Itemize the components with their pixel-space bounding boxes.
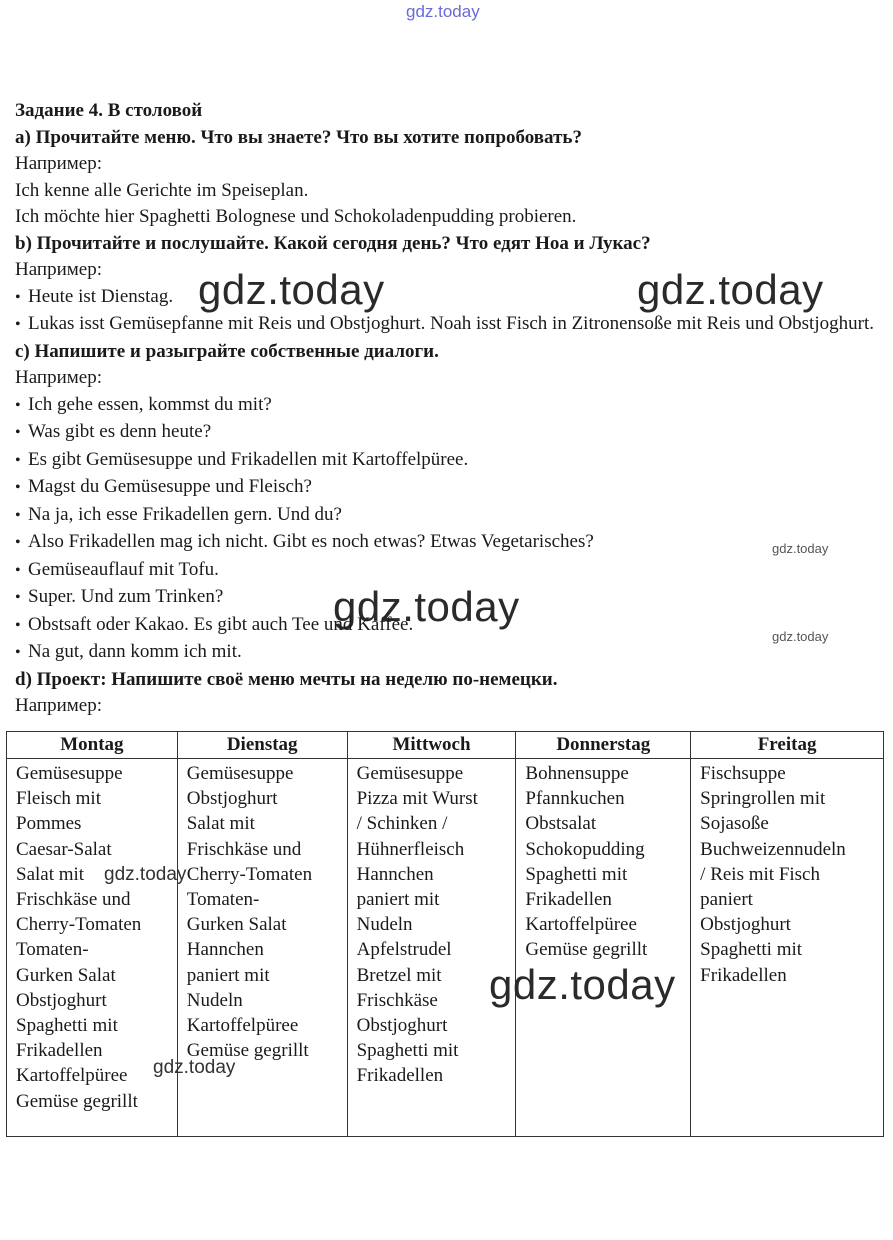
dish-item: Gurken Salat (16, 964, 116, 986)
dish-item: Pfannkuchen (525, 788, 625, 810)
dish-item: / Schinken / (356, 813, 448, 835)
watermark-mid: gdz.today (104, 864, 187, 885)
dish-item: Springrollen mit (700, 788, 826, 810)
dish-item: Buchweizennudeln (700, 838, 846, 860)
dialog-line: • Gemüseauflauf mit Tofu. (15, 557, 885, 585)
section-b-bullet: • Lukas isst Gemüsepfanne mit Reis und Obstjoghurt. Noah isst Fisch in Zitronensoße mit Reis und Obstjoghurt. (15, 311, 881, 339)
example-label: Например: (15, 367, 102, 388)
weekly-menu-table (6, 731, 884, 1137)
example-label: Например: (15, 153, 102, 174)
dish-item: / Reis mit Fisch (700, 863, 820, 885)
watermark-top: gdz.today (406, 2, 480, 21)
dish-item: Fischsuppe (700, 763, 786, 784)
dish-item: Kartoffelpüree (186, 1015, 299, 1037)
menu-cell-dienstag (177, 759, 347, 1137)
dish-item: Cherry-Tomaten (186, 863, 313, 885)
dish-item: Sojasoße (700, 813, 769, 835)
dish-item: Hühnerfleisch (356, 838, 465, 860)
dish-item: Gemüsesuppe (186, 763, 294, 784)
dish-item: Frikadellen (356, 1065, 444, 1087)
menu-cell-donnerstag (516, 759, 691, 1137)
dish-item: Frischkäse (356, 989, 438, 1011)
dish-item: Spaghetti mit (16, 1015, 118, 1037)
dialog-line: • Na ja, ich esse Frikadellen gern. Und du? (15, 502, 885, 530)
dialog-line: • Also Frikadellen mag ich nicht. Gibt es noch etwas? Etwas Vegetarisches? (15, 529, 885, 557)
dish-item: Frikadellen (525, 889, 612, 911)
menu-cell-montag (7, 759, 178, 1137)
dish-item: Gemüsesuppe (356, 763, 464, 784)
dish-item: Caesar-Salat (16, 838, 112, 860)
dish-item: paniert (700, 889, 753, 911)
dish-item: Kartoffelpüree (16, 1065, 128, 1087)
dialog-line: • Na gut, dann komm ich mit. (15, 639, 885, 667)
dish-item: Spaghetti mit (525, 863, 628, 885)
table-row (7, 759, 884, 1137)
dish-item: paniert mit (186, 964, 270, 986)
dish-item: Salat mit (16, 863, 85, 885)
menu-cell-mittwoch (347, 759, 516, 1137)
dish-item: Gemüse gegrillt (186, 1040, 309, 1062)
column-header: Montag (7, 732, 178, 759)
column-header: Dienstag (177, 732, 347, 759)
dish-item: Gemüse gegrillt (525, 939, 648, 961)
dish-item: Gurken Salat (186, 914, 287, 936)
dish-item: Bohnensuppe (525, 763, 629, 784)
watermark-big: gdz.today (198, 266, 385, 313)
section-a-line: Ich möchte hier Spaghetti Bolognese und Schokoladenpudding probieren. (15, 206, 577, 227)
dish-item: Pommes (16, 813, 82, 835)
dialog-line: • Magst du Gemüsesuppe und Fleisch? (15, 474, 885, 502)
table-header-row (7, 732, 884, 759)
dish-item: Apfelstrudel (356, 939, 452, 961)
dish-item: Salat mit (186, 813, 255, 835)
section-b-heading: b) Прочитайте и послушайте. Какой сегодня день? Что едят Ноа и Лукас? (15, 232, 651, 254)
section-a-line: Ich kenne alle Gerichte im Speiseplan. (15, 179, 309, 201)
dish-item: Frischkäse und (186, 838, 302, 860)
dish-item: Nudeln (186, 989, 243, 1011)
dialog-line: • Es gibt Gemüsesuppe und Frikadellen mit Kartoffelpüree. (15, 447, 885, 475)
column-header: Donnerstag (516, 732, 691, 759)
section-a-heading: а) Прочитайте меню. Что вы знаете? Что вы хотите попробовать? (15, 126, 582, 148)
dish-item: Obstjoghurt (356, 1015, 448, 1037)
dish-item: Obstjoghurt (186, 788, 278, 810)
dish-item: paniert mit (356, 889, 440, 911)
dish-item: Frikadellen (700, 964, 787, 986)
example-label: Например: (15, 259, 102, 280)
dish-item: Fleisch mit (16, 788, 101, 810)
dialog-line: • Super. Und zum Trinken? (15, 584, 885, 612)
dish-item: Tomaten- (186, 889, 260, 911)
example-label: Например: (15, 695, 102, 716)
dialog-line: • Obstsaft oder Kakao. Es gibt auch Tee und Kaffee. (15, 612, 885, 640)
dish-item: Tomaten- (16, 939, 89, 961)
section-b-bullet: • Heute ist Dienstag. (15, 284, 885, 312)
dish-item: Gemüsesuppe (16, 763, 123, 784)
dish-item: Bretzel mit (356, 964, 442, 986)
dish-item: Gemüse gegrillt (16, 1090, 138, 1112)
dialog-line: • Was gibt es denn heute? (15, 419, 885, 447)
section-c-heading: c) Напишите и разыграйте собственные диалоги. (15, 340, 439, 362)
dish-item: Obstjoghurt (700, 914, 791, 936)
dialog-line: • Ich gehe essen, kommst du mit? (15, 392, 885, 420)
dish-item: Schokopudding (525, 838, 645, 860)
dish-item: Frischkäse und (16, 889, 131, 911)
dish-item: Nudeln (356, 914, 413, 936)
watermark-small: gdz.today (772, 629, 829, 644)
dish-item: Obstsalat (525, 813, 597, 835)
watermark-big: gdz.today (489, 961, 676, 1008)
dish-item: Spaghetti mit (700, 939, 803, 961)
section-d-heading: d) Проект: Напишите своё меню мечты на неделю по-немецки. (15, 668, 558, 690)
dish-item: Cherry-Tomaten (16, 914, 142, 936)
menu-cell-freitag (691, 759, 884, 1137)
dish-item: Hannchen (356, 863, 434, 885)
watermark-mid: gdz.today (153, 1057, 236, 1078)
task-title: Задание 4. В столовой (15, 100, 203, 121)
dish-item: Hannchen (186, 939, 264, 961)
watermark-big: gdz.today (333, 583, 520, 630)
dish-item: Obstjoghurt (16, 989, 107, 1011)
watermark-small: gdz.today (772, 541, 829, 556)
dish-item: Kartoffelpüree (525, 914, 637, 936)
dish-item: Frikadellen (16, 1040, 103, 1062)
column-header: Mittwoch (347, 732, 516, 759)
task-content (15, 98, 885, 720)
column-header: Freitag (691, 732, 884, 759)
dish-item: Pizza mit Wurst (356, 788, 478, 810)
watermark-big: gdz.today (637, 266, 824, 313)
dish-item: Spaghetti mit (356, 1040, 459, 1062)
